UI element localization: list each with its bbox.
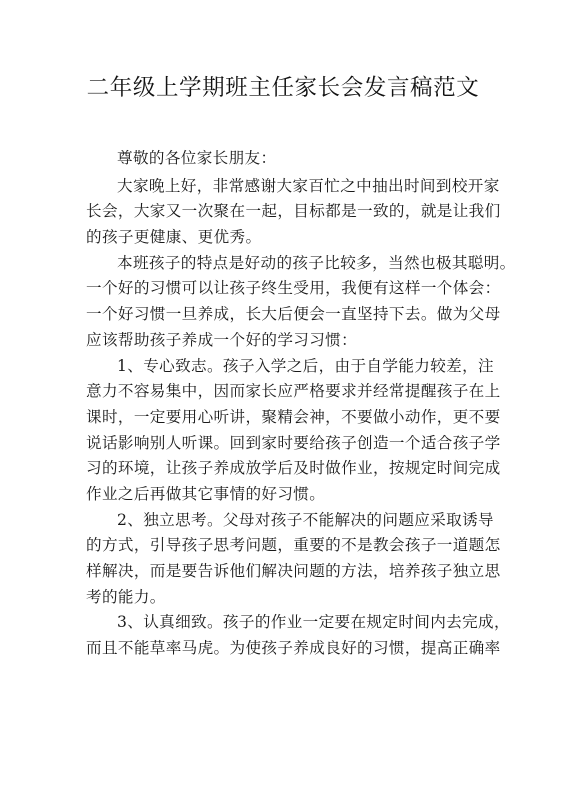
body-line: 应该帮助孩子养成一个好的学习习惯： bbox=[86, 330, 358, 349]
body-line: 样解决，而是要告诉他们解决问题的方法，培养孩子独立思 bbox=[86, 562, 501, 580]
body-line: 习的环境，让孩子养成放学后及时做作业，按规定时间完成 bbox=[86, 459, 501, 478]
body-line: 的方式，引导孩子思考问题，重要的不是教会孩子一道题怎 bbox=[86, 536, 501, 555]
body-lines bbox=[86, 174, 516, 662]
document-title: 二年级上学期班主任家长会发言稿范文 bbox=[86, 75, 480, 101]
body-line: 长会，大家又一次聚在一起，目标都是一致的，就是让我们 bbox=[86, 202, 501, 221]
body-line: 课时，一定要用心听讲，聚精会神，不要做小动作，更不要 bbox=[86, 407, 501, 426]
body-line: 大家晚上好，非常感谢大家百忙之中抽出时间到校开家 bbox=[117, 176, 500, 195]
body-line: 而且不能草率马虎。为使孩子养成良好的习惯，提高正确率 bbox=[86, 639, 501, 658]
body-line: 一个好的习惯可以让孩子终生受用，我便有这样一个体会： bbox=[86, 279, 501, 298]
body-line: 的孩子更健康、更优秀。 bbox=[86, 228, 262, 247]
body-line: 本班孩子的特点是好动的孩子比较多，当然也极其聪明。 bbox=[117, 253, 516, 272]
body-line: 2、独立思考。父母对孩子不能解决的问题应采取诱导 bbox=[117, 510, 494, 529]
body-line: 1、专心致志。孩子入学之后，由于自学能力较差，注 bbox=[117, 356, 494, 375]
document-body bbox=[86, 146, 516, 662]
body-line: 3、认真细致。孩子的作业一定要在规定时间内去完成， bbox=[117, 613, 510, 632]
salutation: 尊敬的各位家长朋友： bbox=[117, 149, 277, 167]
body-line: 说话影响别人听课。回到家时要给孩子创造一个适合孩子学 bbox=[86, 433, 501, 452]
body-line: 意力不容易集中，因而家长应严格要求并经常提醒孩子在上 bbox=[86, 382, 501, 401]
body-line: 作业之后再做其它事情的好习惯。 bbox=[86, 484, 326, 503]
body-line: 一个好习惯一旦养成，长大后便会一直坚持下去。做为父母 bbox=[86, 305, 501, 324]
body-line: 考的能力。 bbox=[86, 587, 166, 606]
